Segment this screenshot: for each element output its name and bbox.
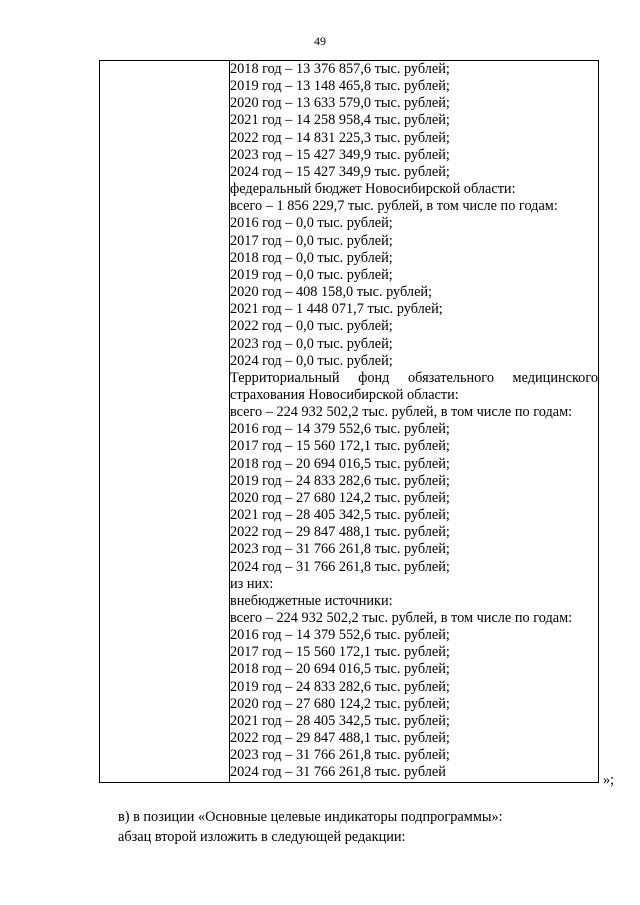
page-number: 49: [314, 34, 326, 48]
table-line: 2024 год – 0,0 тыс. рублей;: [230, 352, 393, 369]
table-line: из них:: [230, 575, 274, 592]
table-line: всего – 224 932 502,2 тыс. рублей, в том числе по годам:: [230, 404, 573, 421]
table-line: 2016 год – 0,0 тыс. рублей;: [230, 215, 393, 232]
table-line: 2023 год – 15 427 349,9 тыс. рублей;: [230, 146, 450, 163]
table-line: 2021 год – 1 448 071,7 тыс. рублей;: [230, 301, 443, 318]
document-table: [99, 60, 599, 783]
table-line: федеральный бюджет Новосибирской области:: [230, 181, 516, 198]
table-line: 2019 год – 0,0 тыс. рублей;: [230, 266, 393, 283]
table-line: 2017 год – 0,0 тыс. рублей;: [230, 232, 393, 249]
table-line: 2023 год – 31 766 261,8 тыс. рублей;: [230, 747, 450, 764]
after-table-text: [118, 807, 503, 847]
closing-quote-mark: »;: [603, 772, 615, 788]
table-line: внебюджетные источники:: [230, 592, 393, 609]
table-line: 2020 год – 27 680 124,2 тыс. рублей;: [230, 695, 450, 712]
table-line: 2024 год – 15 427 349,9 тыс. рублей;: [230, 163, 450, 180]
table-line: 2016 год – 14 379 552,6 тыс. рублей;: [230, 421, 450, 438]
table-line: 2017 год – 15 560 172,1 тыс. рублей;: [230, 644, 450, 661]
table-line: 2022 год – 29 847 488,1 тыс. рублей;: [230, 730, 450, 747]
table-line: 2020 год – 408 158,0 тыс. рублей;: [230, 284, 433, 301]
table-line: 2018 год – 20 694 016,5 тыс. рублей;: [230, 455, 450, 472]
table-right-cell: [230, 61, 599, 783]
table-line: 2019 год – 13 148 465,8 тыс. рублей;: [230, 78, 450, 95]
table-line: 2020 год – 13 633 579,0 тыс. рублей;: [230, 95, 450, 112]
table-line: 2018 год – 13 376 857,6 тыс. рублей;: [230, 61, 450, 77]
table-line: 2022 год – 0,0 тыс. рублей;: [230, 318, 393, 335]
table-line: 2018 год – 0,0 тыс. рублей;: [230, 249, 393, 266]
table-line: 2023 год – 0,0 тыс. рублей;: [230, 335, 393, 352]
table-row: [100, 61, 599, 783]
table-line: 2024 год – 31 766 261,8 тыс. рублей;: [230, 558, 450, 575]
table-left-cell: [100, 61, 230, 783]
table-line: 2024 год – 31 766 261,8 тыс. рублей: [230, 764, 446, 781]
table-line: 2022 год – 29 847 488,1 тыс. рублей;: [230, 524, 450, 541]
table-line: всего – 224 932 502,2 тыс. рублей, в том числе по годам:: [230, 610, 573, 626]
table-line: 2016 год – 14 379 552,6 тыс. рублей;: [230, 627, 450, 644]
table-line: 2022 год – 14 831 225,3 тыс. рублей;: [230, 129, 450, 146]
table-line: 2018 год – 20 694 016,5 тыс. рублей;: [230, 661, 450, 678]
table-line: страхования Новосибирской области:: [230, 386, 459, 403]
table-line: 2023 год – 31 766 261,8 тыс. рублей;: [230, 541, 450, 558]
table-line: 2017 год – 15 560 172,1 тыс. рублей;: [230, 438, 450, 455]
table-line: всего – 1 856 229,7 тыс. рублей, в том числе по годам:: [230, 198, 558, 215]
table-line: 2019 год – 24 833 282,6 тыс. рублей;: [230, 472, 450, 489]
table-line: 2019 год – 24 833 282,6 тыс. рублей;: [230, 678, 450, 695]
table-line: Территориальный фонд обязательного медицинского: [230, 369, 598, 386]
paragraph: абзац второй изложить в следующей редакции:: [118, 829, 406, 845]
table-line: 2021 год – 28 405 342,5 тыс. рублей;: [230, 712, 450, 729]
table-line: 2020 год – 27 680 124,2 тыс. рублей;: [230, 489, 450, 506]
table-line: 2021 год – 14 258 958,4 тыс. рублей;: [230, 112, 450, 129]
paragraph: в) в позиции «Основные целевые индикаторы подпрограммы»:: [118, 809, 503, 825]
table-line: 2021 год – 28 405 342,5 тыс. рублей;: [230, 507, 450, 524]
